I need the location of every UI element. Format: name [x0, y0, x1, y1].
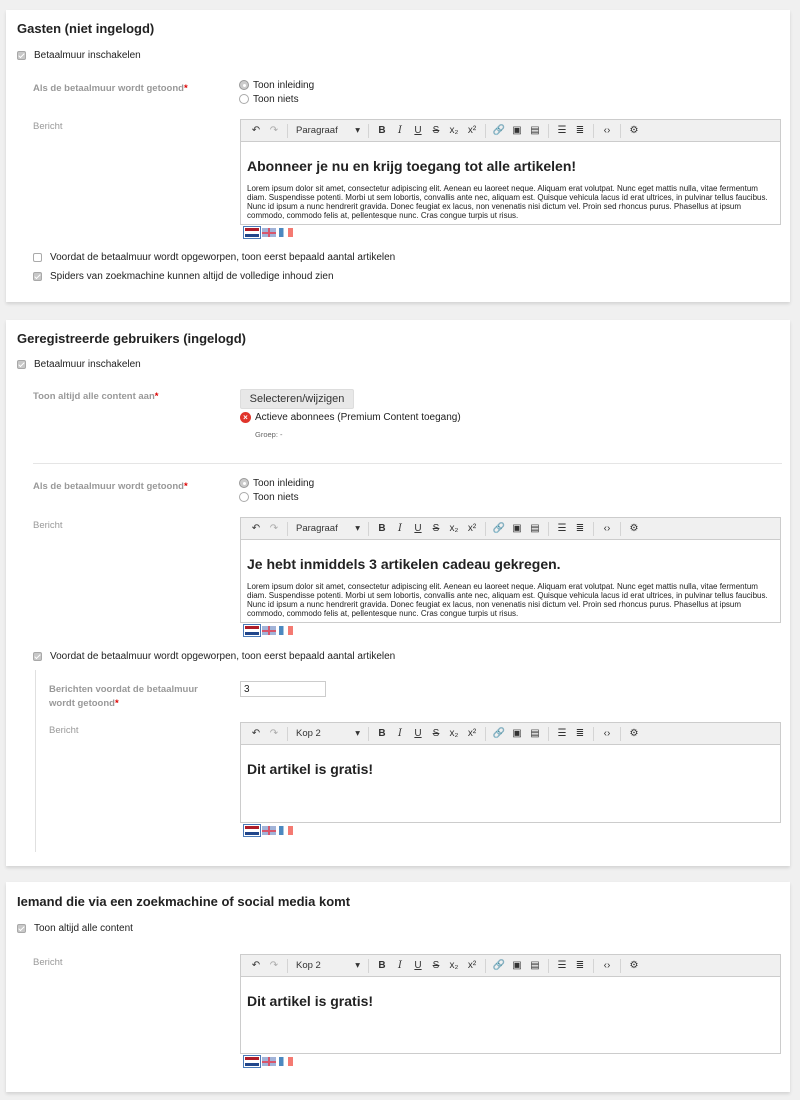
editor-heading: Dit artikel is gratis! [247, 993, 374, 1009]
link-icon[interactable]: 🔗 [492, 960, 506, 971]
editor-heading: Abonneer je nu en krijg toegang tot alle artikelen! [247, 158, 577, 174]
gear-icon[interactable]: ⚙ [629, 523, 639, 534]
language-flags [245, 1057, 293, 1066]
radio-intro-label: Toon inleiding [253, 477, 315, 489]
registered-articles-first-checkbox[interactable] [33, 652, 42, 661]
registered-message2-label: Bericht [49, 725, 79, 736]
image-icon[interactable]: ▣ [512, 523, 522, 534]
remove-icon[interactable]: × [240, 412, 251, 423]
select-change-button[interactable]: Selecteren/wijzigen [240, 389, 354, 409]
flag-gb-icon[interactable] [262, 228, 276, 237]
numbered-list-icon[interactable]: ≣ [575, 125, 585, 136]
guests-radio-group [239, 78, 314, 106]
chevron-down-icon: ▾ [355, 125, 360, 136]
flag-nl-icon[interactable] [245, 626, 259, 635]
bold-icon[interactable]: B [378, 125, 386, 136]
bold-icon[interactable]: B [378, 523, 386, 534]
italic-icon[interactable]: I [398, 728, 402, 739]
group-item [240, 412, 461, 423]
search-always-show-label: Toon altijd alle content [34, 923, 133, 934]
format-select[interactable]: Paragraaf ▾ [296, 523, 360, 534]
registered-editor-2[interactable] [240, 722, 781, 823]
guests-spiders-row[interactable] [33, 271, 334, 282]
link-icon[interactable]: 🔗 [492, 728, 506, 739]
guests-editor[interactable] [240, 119, 781, 225]
registered-articles-first-row[interactable] [33, 651, 395, 662]
group-meta: Groep: - [255, 430, 283, 439]
gear-icon[interactable]: ⚙ [629, 960, 639, 971]
guests-card [6, 10, 790, 302]
undo-icon[interactable]: ↶ [251, 523, 261, 534]
subscript-icon[interactable]: x₂ [449, 125, 459, 136]
superscript-icon[interactable]: x² [467, 960, 477, 971]
editor-heading: Dit artikel is gratis! [247, 761, 374, 777]
chevron-down-icon: ▾ [355, 728, 360, 739]
editor-paragraph: Lorem ipsum dolor sit amet, consectetur adipiscing elit. Aenean eu laoreet neque. Aliquam erat volutpat. Nunc eget mattis nulla, vitae fermentum diam. Suspendisse potenti. Morbi ut sem lobortis, convallis ante nec, aliquam est. Quisque vehicula lacus id erat ultrices, in pulvinar tellus faucibus. Nunc id ipsum a nunc hendrerit gravida. Donec feugiat ex lacus, non venenatis nisi dictum vel. Proin sed rhoncus purus. Phasellus at ipsum commodo, commodo felis at, pellentesque nunc. Cras congue turpis ut risus. [247, 184, 768, 220]
editor-toolbar [241, 518, 780, 540]
underline-icon[interactable]: U [414, 728, 422, 739]
format-select[interactable]: Paragraaf ▾ [296, 125, 360, 136]
flag-nl-icon[interactable] [245, 1057, 259, 1066]
radio-none-label: Toon niets [253, 93, 299, 105]
bold-icon[interactable]: B [378, 960, 386, 971]
registered-title: Geregistreerde gebruikers (ingelogd) [17, 331, 247, 346]
flag-fr-icon[interactable] [279, 228, 293, 237]
strikethrough-icon[interactable]: S [432, 960, 440, 971]
format-select[interactable]: Kop 2 ▾ [296, 728, 360, 739]
registered-card [6, 320, 790, 866]
bullet-list-icon[interactable]: ☰ [557, 728, 567, 739]
editor-heading: Je hebt inmiddels 3 artikelen cadeau gekregen. [247, 556, 561, 572]
registered-always-show-label: Toon altijd alle content aan* [33, 391, 159, 402]
editor-content[interactable] [241, 745, 780, 793]
guests-articles-first-row[interactable] [33, 252, 395, 263]
guests-message-label: Bericht [33, 121, 63, 132]
undo-icon[interactable]: ↶ [251, 728, 261, 739]
media-icon[interactable]: ▤ [530, 125, 540, 136]
editor-content[interactable] [241, 977, 780, 1025]
italic-icon[interactable]: I [398, 523, 402, 534]
guests-enable-checkbox[interactable] [17, 51, 26, 60]
divider [33, 463, 782, 464]
group-item-label: Actieve abonnees (Premium Content toegang) [255, 412, 461, 423]
guests-spiders-label: Spiders van zoekmachine kunnen altijd de volledige inhoud zien [50, 271, 334, 282]
bullet-list-icon[interactable]: ☰ [557, 523, 567, 534]
bold-icon[interactable]: B [378, 728, 386, 739]
strikethrough-icon[interactable]: S [432, 728, 440, 739]
numbered-list-icon[interactable]: ≣ [575, 728, 585, 739]
undo-icon[interactable]: ↶ [251, 960, 261, 971]
search-editor[interactable] [240, 954, 781, 1054]
strikethrough-icon[interactable]: S [432, 523, 440, 534]
gear-icon[interactable]: ⚙ [629, 728, 639, 739]
search-always-show-row[interactable] [17, 923, 133, 934]
editor-content[interactable] [241, 142, 780, 225]
underline-icon[interactable]: U [414, 523, 422, 534]
image-icon[interactable]: ▣ [512, 960, 522, 971]
radio-intro-label: Toon inleiding [253, 79, 315, 91]
strikethrough-icon[interactable]: S [432, 125, 440, 136]
superscript-icon[interactable]: x² [467, 728, 477, 739]
radio-unchecked-icon[interactable] [239, 94, 249, 104]
registered-enable-row[interactable] [17, 359, 141, 370]
radio-checked-icon[interactable] [239, 478, 249, 488]
flag-fr-icon[interactable] [279, 1057, 293, 1066]
underline-icon[interactable]: U [414, 125, 422, 136]
flag-fr-icon[interactable] [279, 626, 293, 635]
undo-icon[interactable]: ↶ [251, 125, 261, 136]
chevron-down-icon: ▾ [355, 960, 360, 971]
search-always-show-checkbox[interactable] [17, 924, 26, 933]
editor-toolbar [241, 120, 780, 142]
guests-spiders-checkbox[interactable] [33, 272, 42, 281]
numbered-list-icon[interactable]: ≣ [575, 960, 585, 971]
search-message-label: Bericht [33, 957, 63, 968]
registered-enable-label: Betaalmuur inschakelen [34, 359, 141, 370]
redo-icon[interactable]: ↷ [269, 728, 279, 739]
flag-fr-icon[interactable] [279, 826, 293, 835]
underline-icon[interactable]: U [414, 960, 422, 971]
flag-nl-icon[interactable] [245, 228, 259, 237]
subscript-icon[interactable]: x₂ [449, 523, 459, 534]
articles-count-label: Berichten voordat de betaalmuur wordt getoond* [49, 684, 198, 709]
image-icon[interactable]: ▣ [512, 125, 522, 136]
radio-none-label: Toon niets [253, 491, 299, 503]
flag-nl-icon[interactable] [245, 826, 259, 835]
registered-message-label: Bericht [33, 520, 63, 531]
guests-radio-none[interactable] [239, 92, 314, 106]
redo-icon[interactable]: ↷ [269, 523, 279, 534]
superscript-icon[interactable]: x² [467, 523, 477, 534]
search-title: Iemand die via een zoekmachine of social media komt [17, 894, 351, 909]
editor-toolbar [241, 723, 780, 745]
guests-enable-row[interactable] [17, 50, 141, 61]
guests-radio-intro[interactable] [239, 78, 314, 92]
language-flags [245, 228, 293, 237]
subscript-icon[interactable]: x₂ [449, 960, 459, 971]
flag-gb-icon[interactable] [262, 1057, 276, 1066]
nested-indent-line [35, 670, 36, 852]
italic-icon[interactable]: I [398, 960, 402, 971]
radio-checked-icon[interactable] [239, 80, 249, 90]
redo-icon[interactable]: ↷ [269, 960, 279, 971]
guests-title: Gasten (niet ingelogd) [17, 21, 155, 36]
guests-enable-label: Betaalmuur inschakelen [34, 50, 141, 61]
editor-toolbar [241, 955, 780, 977]
registered-show-label: Als de betaalmuur wordt getoond* [33, 481, 188, 492]
flag-gb-icon[interactable] [262, 626, 276, 635]
code-icon[interactable]: ‹› [603, 728, 611, 739]
superscript-icon[interactable]: x² [467, 125, 477, 136]
link-icon[interactable]: 🔗 [492, 523, 506, 534]
articles-count-input[interactable]: 3 [240, 681, 326, 697]
registered-radio-none[interactable] [239, 490, 314, 504]
code-icon[interactable]: ‹› [603, 523, 611, 534]
numbered-list-icon[interactable]: ≣ [575, 523, 585, 534]
language-flags [245, 626, 293, 635]
registered-radio-intro[interactable] [239, 476, 314, 490]
redo-icon[interactable]: ↷ [269, 125, 279, 136]
media-icon[interactable]: ▤ [530, 728, 540, 739]
guests-articles-first-checkbox[interactable] [33, 253, 42, 262]
format-select[interactable]: Kop 2 ▾ [296, 960, 360, 971]
bullet-list-icon[interactable]: ☰ [557, 960, 567, 971]
editor-content[interactable] [241, 540, 780, 623]
media-icon[interactable]: ▤ [530, 523, 540, 534]
media-icon[interactable]: ▤ [530, 960, 540, 971]
bullet-list-icon[interactable]: ☰ [557, 125, 567, 136]
radio-unchecked-icon[interactable] [239, 492, 249, 502]
italic-icon[interactable]: I [398, 125, 402, 136]
guests-show-label: Als de betaalmuur wordt getoond* [33, 83, 188, 94]
guests-articles-first-label: Voordat de betaalmuur wordt opgeworpen, toon eerst bepaald aantal artikelen [50, 252, 396, 263]
subscript-icon[interactable]: x₂ [449, 728, 459, 739]
flag-gb-icon[interactable] [262, 826, 276, 835]
registered-editor[interactable] [240, 517, 781, 623]
registered-enable-checkbox[interactable] [17, 360, 26, 369]
editor-paragraph: Lorem ipsum dolor sit amet, consectetur adipiscing elit. Aenean eu laoreet neque. Aliquam erat volutpat. Nunc eget mattis nulla, vitae fermentum diam. Suspendisse potenti. Morbi ut sem lobortis, convallis ante nec, aliquam est. Quisque vehicula lacus id erat ultrices, in pulvinar tellus faucibus. Nunc id ipsum a nunc hendrerit gravida. Donec feugiat ex lacus, non venenatis nisi dictum vel. Proin sed rhoncus purus. Phasellus at ipsum commodo, commodo felis at, pellentesque nunc. Cras congue turpis ut risus. [247, 582, 768, 618]
registered-articles-first-label: Voordat de betaalmuur wordt opgeworpen, toon eerst bepaald aantal artikelen [50, 651, 396, 662]
image-icon[interactable]: ▣ [512, 728, 522, 739]
gear-icon[interactable]: ⚙ [629, 125, 639, 136]
language-flags [245, 826, 293, 835]
registered-radio-group [239, 476, 314, 504]
search-card [6, 882, 790, 1092]
code-icon[interactable]: ‹› [603, 960, 611, 971]
link-icon[interactable]: 🔗 [492, 125, 506, 136]
code-icon[interactable]: ‹› [603, 125, 611, 136]
chevron-down-icon: ▾ [355, 523, 360, 534]
